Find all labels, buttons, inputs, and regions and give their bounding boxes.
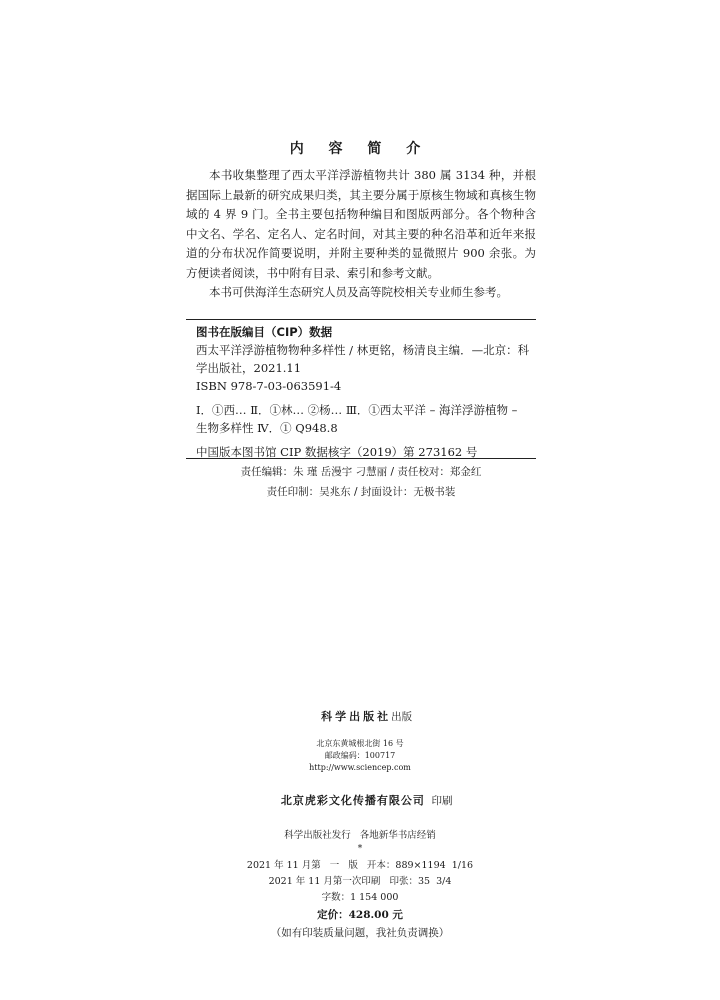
publisher-suffix: 出版: [391, 711, 413, 723]
separator-star: *: [357, 844, 363, 854]
cip-heading: 图书在版编目（CIP）数据: [196, 325, 333, 339]
cip-bottom-rule: [186, 458, 536, 459]
edition-info: 2021 年 11 月第 一 版 开本：889×1194 1/16: [246, 860, 474, 871]
publisher-name: 科学出版社: [321, 710, 392, 723]
summary-paragraph: 本书可供海洋生态研究人员及高等院校相关专业师生参考。: [209, 285, 508, 299]
cip-isbn: ISBN 978-7-03-063591-4: [196, 379, 342, 393]
publisher-address: 北京东黄城根北街 16 号: [316, 739, 404, 748]
postcode: 邮政编码：100717: [324, 751, 396, 760]
price: 定价：428.00 元: [317, 909, 403, 921]
quality-notice: （如有印装质量问题，我社负责调换）: [270, 927, 450, 939]
summary-paragraph: 本书收集整理了西太平洋浮游植物共计 380 属 3134 种，并根据国际上最新的研究成果归类，其主要分属于原核生物域和真核生物域的 4 界 9 门。全书主要包括物种编目和图版两部分。各个物种含中文名、学名、定名人、定名时间，对其主要的种名沿革和近年来报道的分布状况作简要说明，并附主要种类的显微照片 900 余张。为方便读者阅读，书中附有目录、索引和参考文献。: [186, 168, 536, 280]
cip-data: [196, 341, 532, 461]
cip-title-line: 西太平洋浮游植物物种多样性 / 林更铭，杨清良主编．—北京：科学出版社，2021.11: [196, 343, 530, 375]
publishing-info: [0, 696, 720, 942]
printer-name: 北京虎彩文化传播有限公司: [280, 794, 425, 807]
summary-title: 内 容 简 介: [289, 141, 431, 157]
word-count: 字数：1 154 000: [321, 892, 399, 903]
publisher-url: http://www.sciencep.com: [309, 763, 411, 772]
summary-body: [186, 166, 536, 303]
editors-block: [186, 462, 536, 502]
cip-top-rule: [186, 319, 536, 320]
editors-line: 责任编辑：朱 瑾 岳漫宇 刁慧丽 / 责任校对：郑金红: [240, 466, 482, 478]
printer-suffix: 印刷: [431, 795, 453, 807]
editors-line: 责任印制：吴兆东 / 封面设计：无极书装: [266, 486, 456, 498]
printing-info: 2021 年 11 月第一次印刷 印张：35 3/4: [268, 876, 452, 887]
distribution: 科学出版社发行 各地新华书店经销: [284, 830, 436, 841]
cip-classification: Ⅰ．①西… Ⅱ．①林… ②杨… Ⅲ．①西太平洋 – 海洋浮游植物 – 生物多样性 Ⅳ．① Q948.8: [196, 403, 518, 435]
cip-record-number: 中国版本图书馆 CIP 数据核字（2019）第 273162 号: [196, 445, 478, 459]
